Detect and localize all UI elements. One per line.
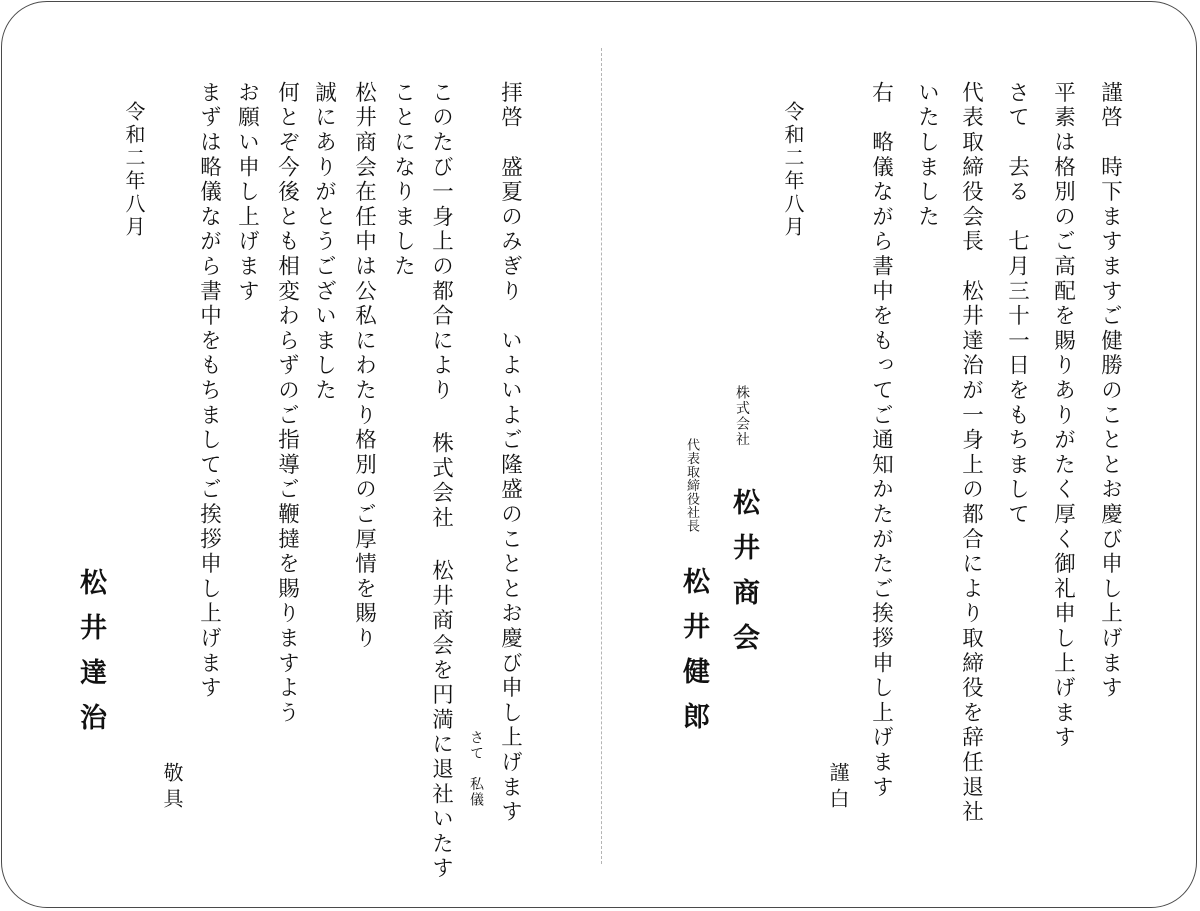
left-letter-line-7: お願い申し上げます xyxy=(234,81,260,305)
signature-name: 松井達治 xyxy=(75,568,106,748)
sender-title: 代表取締役社長 xyxy=(684,438,699,533)
right-letter-line-3: さて 去る 七月三十一日をもちまして xyxy=(1004,81,1030,528)
letter-card xyxy=(1,1,1197,908)
right-letter-line-5: いたしました xyxy=(914,81,940,230)
left-letter-line-3: ことになりました xyxy=(390,81,416,280)
right-letter-date: 令和二年八月 xyxy=(781,101,805,239)
left-letter-line-6: 何とぞ今後とも相変わらずのご指導ご鞭撻を賜りますよう xyxy=(274,81,300,726)
company-name: 松井商会 xyxy=(728,488,759,668)
left-letter-closing: 敬具 xyxy=(160,762,184,814)
left-letter-aside: さて 私儀 xyxy=(468,730,484,808)
center-divider xyxy=(601,48,602,864)
right-letter-line-2: 平素は格別のご高配を賜りありがたく厚く御礼申し上げます xyxy=(1050,81,1076,751)
right-letter-line-1: 謹啓 時下ますますご健勝のこととお慶び申し上げます xyxy=(1097,81,1123,701)
left-letter-line-2: このたび一身上の都合により 株式会社 松井商会を円満に退社いたす xyxy=(428,81,454,882)
right-letter-closing: 謹白 xyxy=(826,762,850,814)
left-letter-line-8: まずは略儀ながら書中をもちましてご挨拶申し上げます xyxy=(196,81,222,701)
left-letter-date: 令和二年八月 xyxy=(122,101,146,239)
left-letter-line-5: 誠にありがとうございました xyxy=(311,81,337,404)
company-prefix: 株式会社 xyxy=(734,385,750,447)
right-letter-line-6: 右 略儀ながら書中をもってご通知かたがたご挨拶申し上げます xyxy=(868,81,894,801)
right-letter-line-4: 代表取締役会長 松井達治が一身上の都合により取締役を辞任退社 xyxy=(958,81,984,825)
sender-name: 松井健郎 xyxy=(678,567,709,747)
left-letter-line-4: 松井商会在任中は公私にわたり格別のご厚情を賜り xyxy=(351,81,377,652)
left-letter-line-1: 拝啓 盛夏のみぎり いよいよご隆盛のこととお慶び申し上げます xyxy=(497,81,523,825)
